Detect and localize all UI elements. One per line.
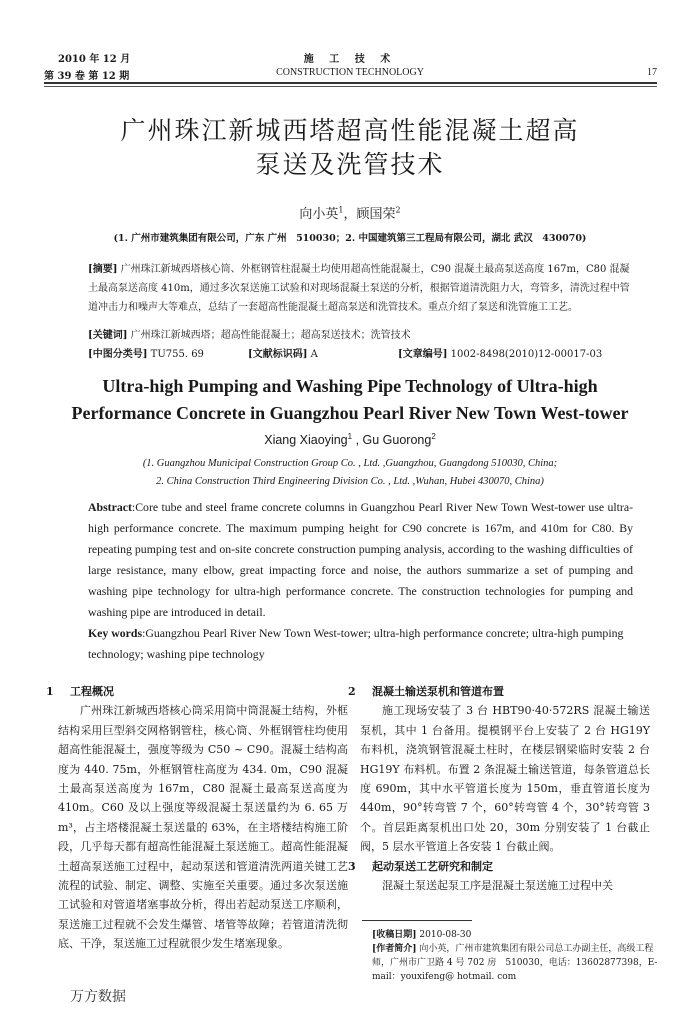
abstract-en (88, 497, 633, 623)
doc-code-value: A (310, 349, 318, 360)
footnote-rule (362, 920, 472, 921)
clc-value: TU755. 69 (150, 349, 204, 360)
header-rule (44, 82, 657, 84)
article-no-value: 1002-8498(2010)12-00017-03 (450, 349, 603, 360)
author-cn-1: 向小英 (299, 207, 339, 222)
section-2-title: 混凝土输送泵机和管道布置 (372, 685, 504, 698)
keywords-cn-label: [关键词] (88, 330, 128, 341)
keywords-en-colon: : (142, 626, 146, 640)
clc-label: [中图分类号] (88, 349, 148, 360)
author-en-sep: , (352, 433, 363, 448)
section-3-heading (348, 857, 650, 876)
section-3-body: 混凝土泵送起泵工序是混凝土泵送施工过程中关 (382, 879, 613, 893)
author-en-1-sup: 1 (347, 432, 353, 441)
header-volume-issue: 第 39 卷 第 12 期 (44, 71, 130, 82)
received-label: [收稿日期] (372, 930, 417, 940)
author-cn-2-sup: 2 (395, 205, 401, 215)
article-no-label: [文章编号] (398, 349, 448, 360)
section-3-number: 3 (348, 859, 356, 873)
author-en-2-sup: 2 (431, 432, 436, 441)
title-en-line1: Ultra-high Pumping and Washing Pipe Technology of Ultra-high (102, 376, 598, 396)
title-en-line2: Performance Concrete in Guangzhou Pearl River New Town West-tower (71, 403, 629, 423)
keywords-cn (88, 326, 633, 345)
author-bio-label: [作者简介] (372, 944, 417, 954)
title-cn-line1: 广州珠江新城西塔超高性能混凝土超高 (120, 116, 580, 145)
footnote (372, 928, 662, 984)
author-en-1: Xiang Xiaoying (264, 433, 348, 448)
section-1-heading (46, 682, 348, 701)
abstract-cn-label: [摘要] (88, 264, 118, 275)
header-rule-thin (44, 86, 657, 87)
section-2-number: 2 (348, 685, 356, 698)
section-1-number: 1 (46, 685, 54, 698)
journal-name-en: CONSTRUCTION TECHNOLOGY (276, 67, 424, 78)
author-bio-text: 向小英，广州市建筑集团有限公司总工办副主任，高级工程师，广州市广卫路 4 号 702 房 510030，电话：13602877398，E-mail：youxifeng@ hotmail. com (372, 944, 658, 982)
abstract-en-colon: : (131, 500, 136, 514)
footnote-author-bio (372, 942, 662, 984)
keywords-en-label: Key words (88, 626, 143, 640)
footnote-received (372, 928, 662, 942)
doc-code-label: [文献标识码] (248, 349, 308, 360)
keywords-en-text: Guangzhou Pearl River New Town West-tower; ultra-high performance concrete; ultra-high pumping technology; washing pipe technology (88, 626, 624, 661)
abstract-cn-text: 广州珠江新城西塔核心筒、外框钢管柱混凝土均使用超高性能混凝土，C90 混凝土最高泵送高度 167m，C80 混凝土最高泵送高度 410m，通过多次泵送施工试验和对现场混凝土泵送的分析，根据管道清洗阻力大，弯管多，清洗过程中管道冲击力和噪声大等难点，总结了一套超高性能混凝土超高泵送和洗管技术。重点介绍了泵送和洗管施工工艺。 (88, 264, 630, 313)
authors-en (0, 432, 700, 447)
header-date: 2010 年 12 月 (58, 54, 131, 65)
section-3-title: 起动泵送工艺研究和制定 (372, 859, 493, 873)
watermark: 万方数据 (70, 989, 126, 1005)
classification-row (88, 345, 633, 364)
keywords-en (88, 623, 633, 665)
journal-name-cn: 施 工 技 术 (303, 54, 397, 65)
section-1-body: 广州珠江新城西塔核心筒采用筒中筒混凝土结构，外框结构采用巨型斜交网格钢管柱，核心筒、外框钢管柱均使用超高性能混凝土，强度等级为 C50 ~ C90。混凝土结构高度为 440. 75m，外框钢管柱高度为 434. 0m，C90 混凝土最高泵送高度为 167m，C80 混凝土最高泵送高度为 410m。C60 及以上强度等级混凝土泵送量约为 6. 65 万 m³，占主塔楼混凝土泵送量的 63%，在主塔楼结构施工阶段，几乎每天都有超高性能混凝土泵送施工。超高性能混凝土超高泵送施工过程中，起动泵送和管道清洗两道关键工艺流程的试验、制定、调整、实施至关重要。通过多次泵送施工试验和对管道堵塞事故分析，得出若起动泵送工序顺利，泵送施工过程就不会发生爆管、堵管等故障；若管道清洗彻底、干净，泵送施工过程就很少发生堵塞现象。 (58, 704, 348, 951)
author-cn-sep: ， (343, 207, 357, 222)
column-right (348, 682, 650, 895)
affiliation-cn: (1. 广州市建筑集团有限公司，广东 广州 510030；2. 中国建筑第三工程局有限公司，湖北 武汉 430070) (113, 233, 587, 244)
authors-cn (0, 203, 700, 222)
author-en-2: Gu Guorong (362, 433, 432, 448)
section-2-heading (348, 682, 650, 701)
affiliation-en-line2: 2. China Construction Third Engineering Division Co. , Ltd. ,Wuhan, Hubei 430070, China) (156, 476, 544, 487)
abstract-cn (88, 260, 633, 317)
section-2-body: 施工现场安装了 3 台 HBT90·40·572RS 混凝土输送泵机，其中 1 台备用。提模钢平台上安装了 2 台 HG19Y 布料机，浇筑钢管混凝土柱时，在楼层钢梁临时安装 2 台 HG19Y 布料机。布置 2 条混凝土输送管道，每条管道总长度 690m，其中水平管道长度为 150m，垂直管道长度为 440m，90°转弯管 7 个，60°转弯管 4 个，30°转弯管 3 个。首层距离泵机出口处 20，30m 分别安装了 1 台截止阀，5 层水平管道上各安装 1 台截止阀。 (360, 704, 650, 854)
title-cn-line2: 泵送及洗管技术 (255, 150, 445, 179)
page-number: 17 (647, 67, 657, 78)
author-cn-1-sup: 1 (338, 205, 344, 215)
received-date: 2010-08-30 (419, 930, 472, 940)
section-1-title: 工程概况 (70, 685, 114, 698)
affiliation-en-line1: (1. Guangzhou Municipal Construction Group Co. , Ltd. ,Guangzhou, Guangdong 510030, China; (142, 458, 558, 469)
keywords-cn-text: 广州珠江新城西塔；超高性能混凝土；超高泵送技术；洗管技术 (130, 330, 411, 341)
author-cn-2: 顾国荣 (356, 207, 396, 222)
column-left (46, 682, 348, 954)
abstract-en-label: Abstract (88, 500, 132, 514)
abstract-en-text: Core tube and steel frame concrete columns in Guangzhou Pearl River New Town West-tower use ultra-high performance concrete. The maximum pumping height for C90 concrete is 167m, and 410m for C80. By repeating pumping test and on-site concrete construction pumping analysis, according to the washing difficulties of large resistance, many elbow, great impacting force and noise, the authors summarize a set of pumping and washing pipe technology for ultra-high performance concrete. The construction technologies for pumping and washing pipe are introduced in detail. (88, 500, 633, 619)
